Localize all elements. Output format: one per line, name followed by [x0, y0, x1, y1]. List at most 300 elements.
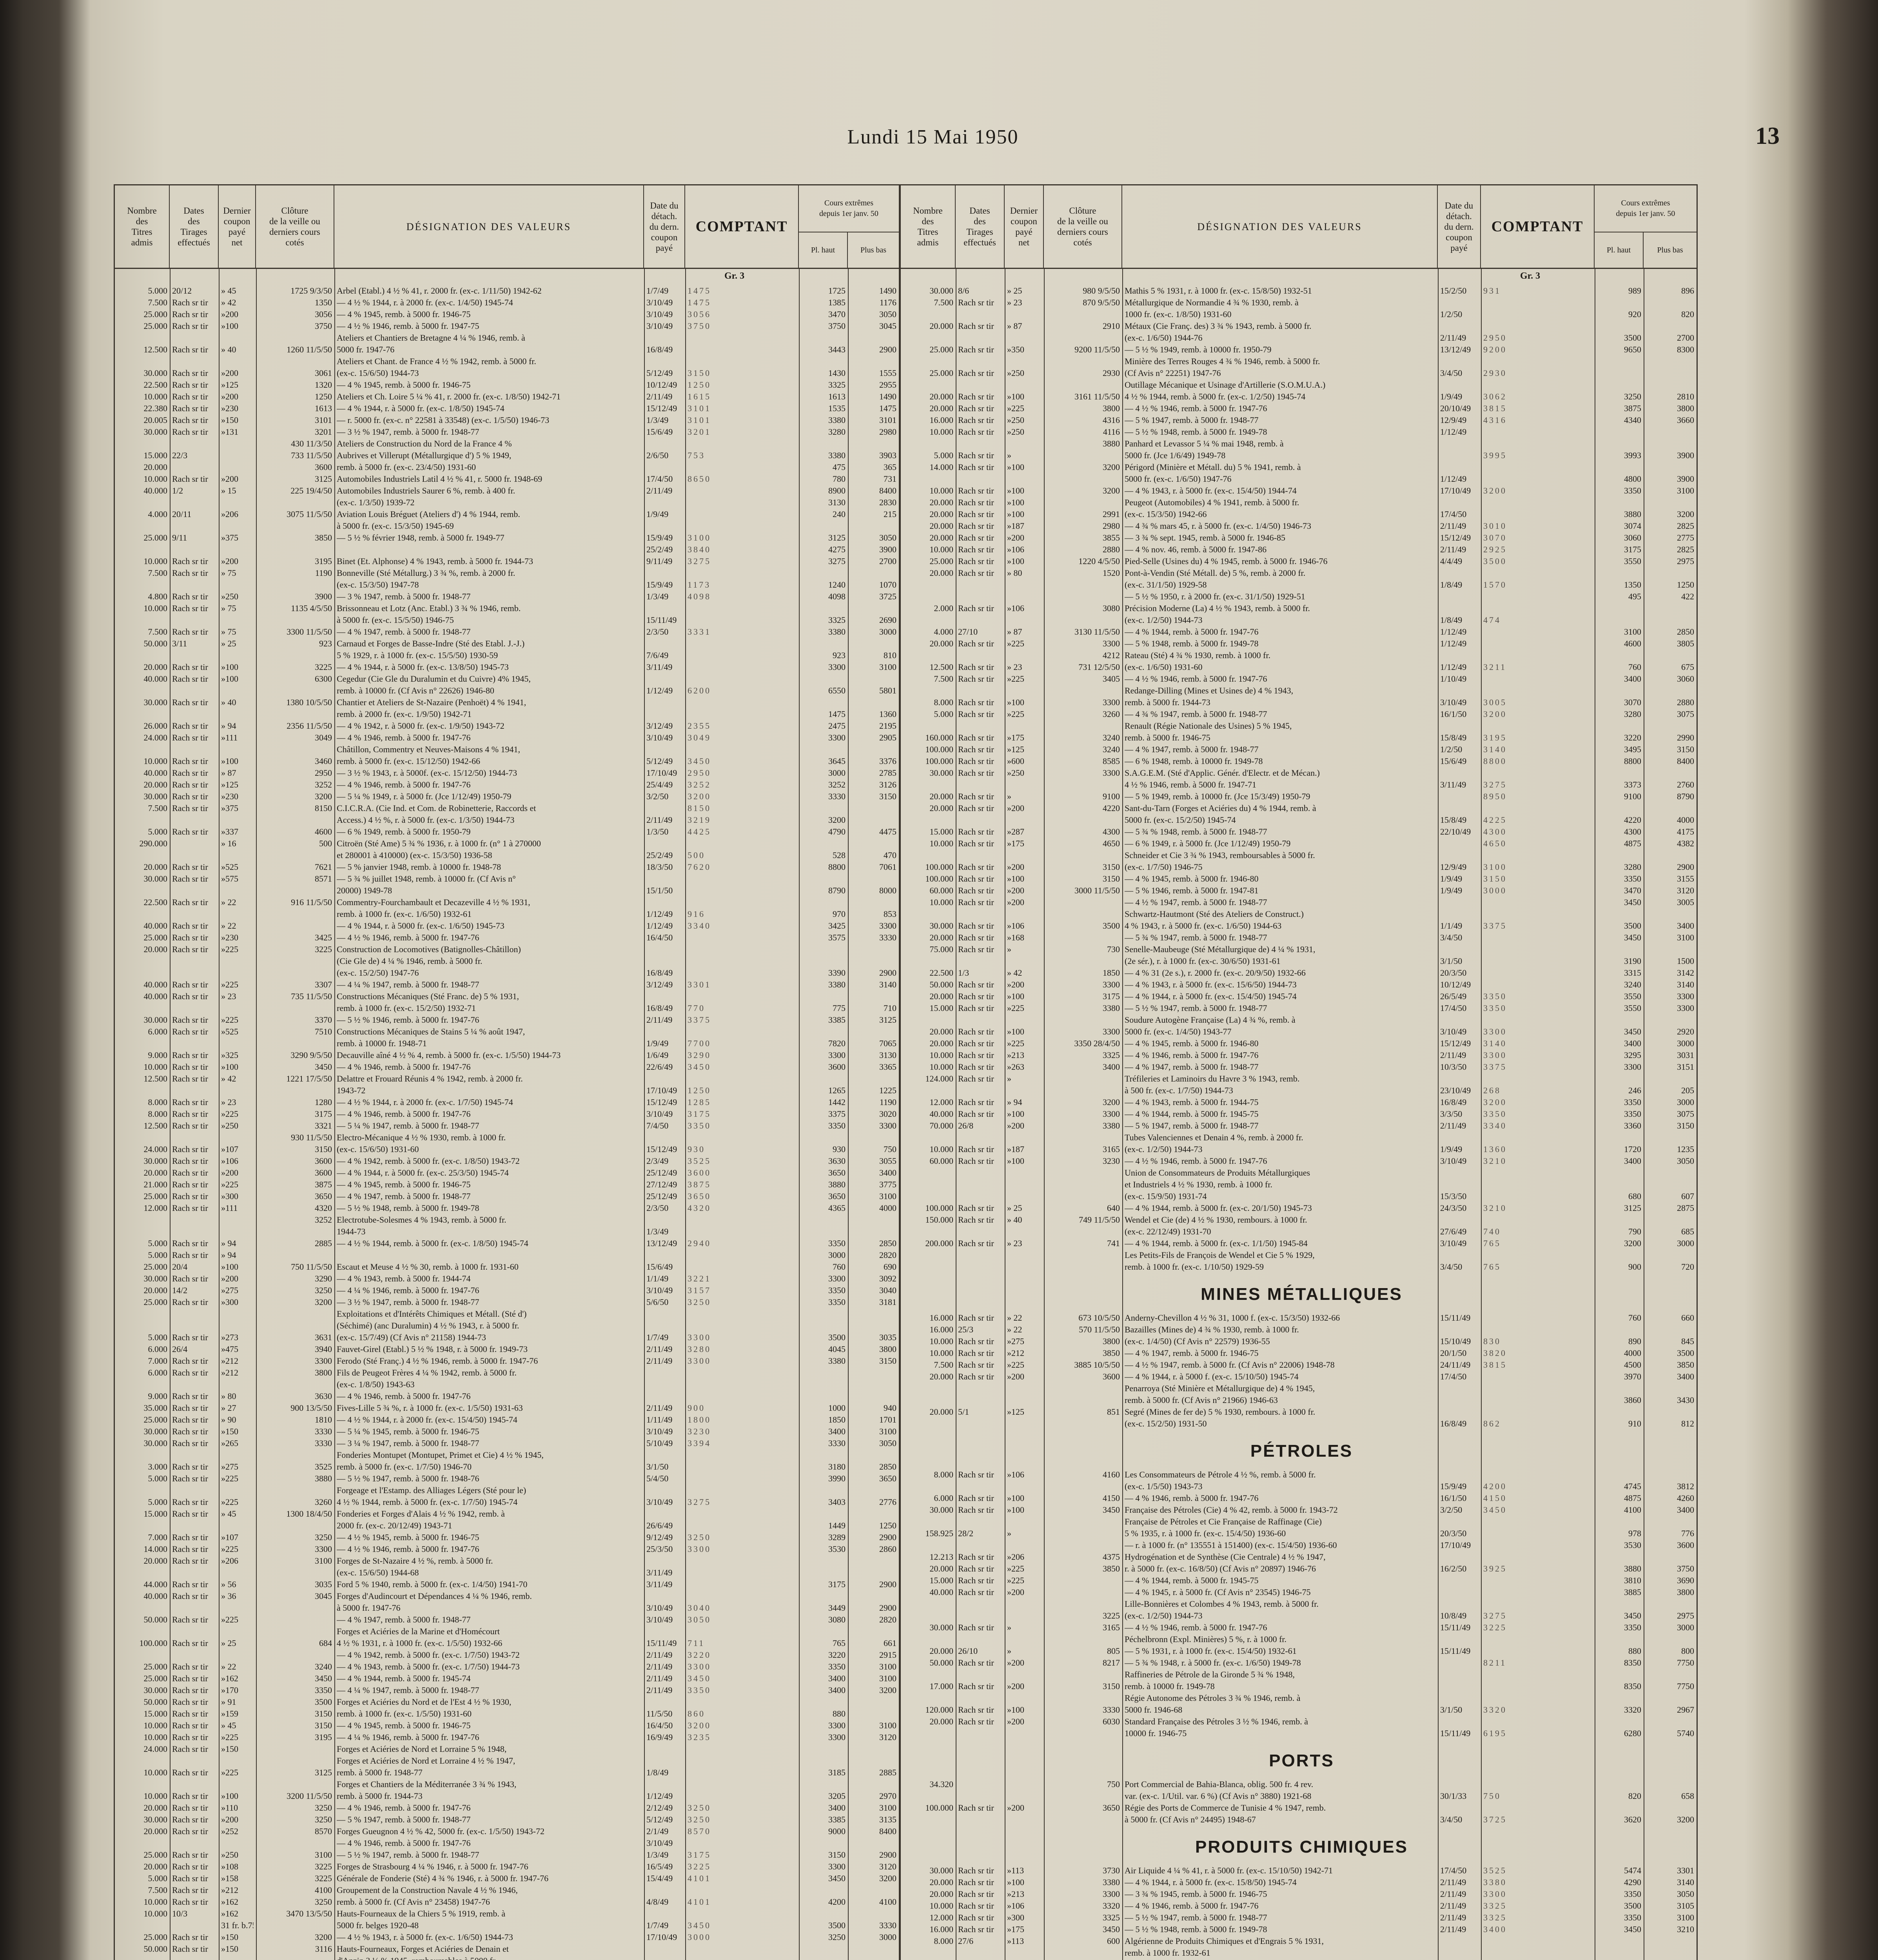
- table-row: [115, 1191, 899, 1202]
- cell-pl_haut: 3185: [801, 1767, 846, 1779]
- cell-comptant: 1475: [688, 285, 797, 297]
- cell-comptant: 3525: [1483, 1865, 1592, 1877]
- table-row: [115, 1249, 899, 1261]
- cell-detach: 1/9/49: [1440, 885, 1479, 897]
- cell-plus_bas: 2785: [850, 767, 896, 779]
- cell-comptant: 4200: [1483, 1481, 1592, 1492]
- table-row: [901, 1312, 1697, 1324]
- cell-titres: 6.000: [117, 1026, 167, 1038]
- table-row: [115, 767, 899, 779]
- cell-tirages: Rach sr tir: [172, 1238, 216, 1249]
- cell-coupon: »200: [221, 473, 254, 485]
- cell-coupon: »225: [1007, 1563, 1042, 1575]
- cell-titres: 40.000: [117, 979, 167, 991]
- cell-titres: 16.000: [903, 1924, 953, 1935]
- table-row: [115, 285, 899, 297]
- cell-titres: 12.000: [117, 1202, 167, 1214]
- cell-titres: 30.000: [903, 1622, 953, 1633]
- cell-tirages: Rach sr tir: [958, 544, 1002, 555]
- cell-designation: — 5 % 1947, remb. à 5000 fr. 1948-77: [337, 1814, 642, 1826]
- cell-coupon: » 75: [221, 626, 254, 638]
- col-header-tirages: Dates des Tirages effectués: [956, 185, 1005, 268]
- cell-designation: 5000 fr. (ex-c. 15/2/50) 1945-74: [1125, 814, 1435, 826]
- cell-titres: 20.000: [903, 791, 953, 802]
- table-row: [115, 1731, 899, 1743]
- cell-tirages: Rach sr tir: [172, 591, 216, 603]
- table-row: [115, 673, 899, 685]
- cell-tirages: Rach sr tir: [172, 1179, 216, 1191]
- cell-designation: Ateliers et Chant. de France 4 ½ % 1942, remb. à 5000 fr.: [337, 356, 642, 367]
- cell-cloture: 3500: [1046, 920, 1120, 932]
- table-row: [115, 1437, 899, 1449]
- cell-tirages: Rach sr tir: [958, 461, 1002, 473]
- cell-pl_haut: 3100: [1597, 626, 1641, 638]
- cell-cloture: 3600: [258, 1167, 332, 1179]
- cell-comptant: 3325: [1483, 1900, 1592, 1912]
- cell-comptant: 3221: [688, 1273, 797, 1285]
- cell-coupon: »225: [221, 1614, 254, 1626]
- cell-cloture: 3875: [258, 1179, 332, 1191]
- cell-designation: Carnaud et Forges de Basse-Indre (Sté des Etabl. J.-J.): [337, 638, 642, 650]
- cell-plus_bas: 3100: [850, 1426, 896, 1437]
- cell-tirages: Rach sr tir: [172, 1696, 216, 1708]
- cell-tirages: Rach sr tir: [172, 1296, 216, 1308]
- cell-cloture: 3300 11/5/50: [258, 626, 332, 638]
- cell-titres: 5.000: [903, 450, 953, 461]
- cell-coupon: »106: [221, 1155, 254, 1167]
- cell-plus_bas: 2830: [850, 497, 896, 508]
- cell-comptant: 3056: [688, 309, 797, 320]
- cell-tirages: Rach sr tir: [958, 791, 1002, 802]
- cell-coupon: » 94: [1007, 1096, 1042, 1108]
- cell-plus_bas: 3135: [850, 1814, 896, 1826]
- table-row: [901, 932, 1697, 944]
- cell-plus_bas: 3140: [1646, 1877, 1694, 1888]
- cell-titres: 7.500: [117, 626, 167, 638]
- cell-pl_haut: 3070: [1597, 697, 1641, 708]
- cell-tirages: Rach sr tir: [958, 1657, 1002, 1669]
- cell-designation: Senelle-Maubeuge (Sté Métallurgique de) 4 ¼ % 1931,: [1125, 944, 1435, 955]
- cell-designation: Ateliers et Ch. Loire 5 ¼ % 41, r. 2000 fr. (ex-c. 1/8/50) 1942-71: [337, 391, 642, 403]
- cell-plus_bas: 3005: [1646, 897, 1694, 908]
- cell-coupon: »225: [1007, 403, 1042, 414]
- cell-titres: 25.000: [117, 1261, 167, 1273]
- cell-detach: 1/8/49: [646, 1767, 683, 1779]
- cell-coupon: »225: [221, 1179, 254, 1191]
- cell-comptant: 3220: [688, 1649, 797, 1661]
- cell-designation: et Industriels 4 ½ % 1930, remb. à 1000 fr.: [1125, 1179, 1435, 1191]
- cell-plus_bas: 3100: [850, 1191, 896, 1202]
- cell-titres: 24.000: [117, 1143, 167, 1155]
- cell-detach: 1/7/49: [646, 285, 683, 297]
- cell-titres: 15.000: [903, 826, 953, 838]
- cell-pl_haut: 3320: [1597, 1704, 1641, 1716]
- cell-plus_bas: 3040: [850, 1285, 896, 1296]
- cell-titres: 20.000: [903, 1645, 953, 1657]
- cell-cloture: 900 13/5/50: [258, 1402, 332, 1414]
- cell-tirages: Rach sr tir: [172, 1355, 216, 1367]
- cell-pl_haut: 3425: [801, 920, 846, 932]
- cell-plus_bas: 1555: [850, 367, 896, 379]
- cell-designation: — 5 ½ % 1948, remb. à 5000 fr. 1949-78: [1125, 1924, 1435, 1935]
- cell-designation: — 4 ¼ % 1947, remb. à 5000 fr. 1948-77: [337, 979, 642, 991]
- cell-coupon: »200: [221, 391, 254, 403]
- cell-plus_bas: 2900: [850, 1849, 896, 1861]
- cell-detach: 2/11/49: [1440, 1900, 1479, 1912]
- cell-cloture: 805: [1046, 1645, 1120, 1657]
- cell-comptant: 3380: [1483, 1877, 1592, 1888]
- cell-plus_bas: 3155: [1646, 873, 1694, 885]
- table-row: [901, 1038, 1697, 1049]
- cell-cloture: 3252: [258, 1214, 332, 1226]
- cell-tirages: Rach sr tir: [958, 1061, 1002, 1073]
- cell-plus_bas: 2885: [850, 1767, 896, 1779]
- cell-designation: (ex-c. 31/1/50) 1929-58: [1125, 579, 1435, 591]
- table-row: [115, 1061, 899, 1073]
- cell-tirages: 25/3: [958, 1324, 1002, 1336]
- cell-coupon: »200: [1007, 1802, 1042, 1814]
- cell-plus_bas: 365: [850, 461, 896, 473]
- table-row: [115, 497, 899, 508]
- table-row: [901, 897, 1697, 908]
- table-row: [115, 1038, 899, 1049]
- cell-designation: — 4 % 1943, remb. à 5000 fr. (ex-c. 1/7/50) 1944-73: [337, 1661, 642, 1673]
- cell-designation: Précision Moderne (La) 4 ½ % 1943, remb. à 5000 fr.: [1125, 603, 1435, 614]
- table-row: [115, 1873, 899, 1884]
- cell-plus_bas: 8400: [850, 1826, 896, 1837]
- cell-tirages: Rach sr tir: [958, 638, 1002, 650]
- cell-tirages: Rach sr tir: [172, 1367, 216, 1379]
- cell-titres: 50.000: [117, 1943, 167, 1955]
- cell-plus_bas: 2915: [850, 1649, 896, 1661]
- cell-pl_haut: 880: [801, 1708, 846, 1720]
- cell-coupon: »100: [1007, 1155, 1042, 1167]
- cell-designation: — 4 % 1944, remb. à 5000 fr. 1945-74: [337, 1673, 642, 1684]
- cell-detach: 20/3/50: [1440, 967, 1479, 979]
- table-row: [901, 356, 1697, 367]
- cell-designation: remb. à 10000 fr. 1949-78: [1125, 1681, 1435, 1692]
- cell-comptant: 3195: [1483, 732, 1592, 744]
- cell-titres: 10.000: [117, 755, 167, 767]
- cell-designation: Segré (Mines de fer de) 5 % 1930, rembours. à 1000 fr.: [1125, 1406, 1435, 1418]
- table-row: [901, 426, 1697, 438]
- cell-plus_bas: 690: [850, 1261, 896, 1273]
- cell-detach: 2/11/49: [646, 814, 683, 826]
- cell-designation: — 5 % 1946, remb. à 5000 fr. 1947-81: [1125, 885, 1435, 897]
- table-row: [115, 461, 899, 473]
- cell-comptant: 3331: [688, 626, 797, 638]
- cell-titres: 12.000: [903, 1096, 953, 1108]
- cell-designation: remb. à 5000 fr. 1944-73: [1125, 697, 1435, 708]
- cell-coupon: »200: [1007, 1586, 1042, 1598]
- cell-designation: Métallurgique de Normandie 4 ¾ % 1930, remb. à: [1125, 297, 1435, 309]
- table-row: [901, 1238, 1697, 1249]
- cell-detach: 3/10/49: [646, 309, 683, 320]
- cell-designation: Fives-Lille 5 ¾ %, r. à 1000 fr. (ex-c. 1/5/50) 1931-63: [337, 1402, 642, 1414]
- cell-detach: 16/1/50: [1440, 708, 1479, 720]
- cell-tirages: Rach sr tir: [172, 403, 216, 414]
- col-header-coupon: Dernier coupon payé net: [219, 185, 256, 268]
- table-row: [901, 332, 1697, 344]
- cell-coupon: »170: [221, 1684, 254, 1696]
- cell-pl_haut: 4045: [801, 1343, 846, 1355]
- table-row: [901, 1516, 1697, 1528]
- cell-designation: — 5 % 1948, remb. à 5000 fr. 1949-78: [1125, 638, 1435, 650]
- cell-detach: 15/8/49: [1440, 732, 1479, 744]
- cell-detach: 15/11/49: [1440, 1728, 1479, 1739]
- cell-designation: — 4 ¼ % 1946, remb. à 5000 fr. 1947-76: [337, 1285, 642, 1296]
- cell-coupon: »273: [221, 1332, 254, 1343]
- cell-coupon: » 90: [221, 1414, 254, 1426]
- cell-detach: 10/12/49: [646, 379, 683, 391]
- cell-plus_bas: 3000: [850, 1931, 896, 1943]
- cell-detach: 1/12/49: [646, 685, 683, 697]
- cell-tirages: Rach sr tir: [172, 732, 216, 744]
- cell-detach: 17/10/49: [1440, 1539, 1479, 1551]
- cell-designation: 4 ½ % 1946, remb. à 5000 fr. 1947-71: [1125, 779, 1435, 791]
- cell-designation: — 4 % 1945, remb. à 5000 fr. 1946-75: [337, 1720, 642, 1731]
- cell-plus_bas: 3100: [850, 1802, 896, 1814]
- cell-titres: 15.000: [903, 1575, 953, 1586]
- cell-designation: 4 ½ % 1944, remb. à 5000 fr. (ex-c. 1/2/50) 1945-74: [1125, 391, 1435, 403]
- cell-detach: 1/12/49: [646, 920, 683, 932]
- cell-titres: 24.000: [117, 732, 167, 744]
- table-row: [115, 344, 899, 356]
- cell-coupon: »225: [221, 1496, 254, 1508]
- cell-titres: 7.000: [117, 1355, 167, 1367]
- cell-plus_bas: 2875: [1646, 1202, 1694, 1214]
- cell-designation: Sant-du-Tarn (Forges et Aciéries du) 4 % 1944, remb. à: [1125, 802, 1435, 814]
- cell-designation: et 280001 à 410000) (ex-c. 15/3/50) 1936-58: [337, 849, 642, 861]
- cell-coupon: »150: [221, 1743, 254, 1755]
- cell-cloture: 3150: [258, 1720, 332, 1731]
- cell-tirages: 5/1: [958, 1406, 1002, 1418]
- cell-coupon: »275: [1007, 1336, 1042, 1347]
- cell-designation: à 5000 fr. (ex-c. 15/5/50) 1946-75: [337, 614, 642, 626]
- cell-designation: Française des Pétroles (Cie) 4 % 42, remb. à 5000 fr. 1943-72: [1125, 1504, 1435, 1516]
- cell-titres: 30.000: [117, 791, 167, 802]
- cell-tirages: Rach sr tir: [958, 403, 1002, 414]
- cell-cloture: 4212: [1046, 650, 1120, 661]
- cell-plus_bas: 3055: [850, 1155, 896, 1167]
- table-row: [901, 1108, 1697, 1120]
- cell-coupon: »300: [221, 1191, 254, 1202]
- cell-designation: Rateau (Sté) 4 ¾ % 1930, remb. à 1000 fr.: [1125, 650, 1435, 661]
- cell-titres: 20.000: [117, 1802, 167, 1814]
- cell-designation: — 3 ¼ % 1947, remb. à 5000 fr. 1948-77: [337, 1437, 642, 1449]
- cell-titres: 25.000: [117, 1414, 167, 1426]
- cell-comptant: 1800: [688, 1414, 797, 1426]
- table-row: [115, 1238, 899, 1249]
- cell-titres: 22.380: [117, 403, 167, 414]
- cell-designation: — 3 % 1947, remb. à 5000 fr. 1948-77: [337, 591, 642, 603]
- cell-cloture: 3200 11/5/50: [258, 1790, 332, 1802]
- cell-designation: 1943-72: [337, 1085, 642, 1096]
- cell-tirages: 27/6: [958, 1935, 1002, 1947]
- table-row: [901, 614, 1697, 626]
- cell-plus_bas: 2955: [850, 379, 896, 391]
- cell-titres: 30.000: [117, 1014, 167, 1026]
- cell-tirages: 1/3: [958, 967, 1002, 979]
- cell-plus_bas: 3300: [850, 920, 896, 932]
- table-row: [901, 779, 1697, 791]
- cell-detach: 15/12/49: [646, 1143, 683, 1155]
- right-column-table: [900, 184, 1698, 1960]
- cell-plus_bas: 800: [1646, 1645, 1694, 1657]
- cell-cloture: 4160: [1046, 1469, 1120, 1481]
- cell-cloture: 2880: [1046, 544, 1120, 555]
- cell-cloture: 3600: [258, 1155, 332, 1167]
- cell-pl_haut: 495: [1597, 591, 1641, 603]
- cell-coupon: »100: [221, 1061, 254, 1073]
- cell-pl_haut: 4600: [1597, 638, 1641, 650]
- cell-plus_bas: 1235: [1646, 1143, 1694, 1155]
- table-row: [115, 1179, 899, 1191]
- table-row: [115, 1684, 899, 1696]
- cell-cloture: 3045: [258, 1590, 332, 1602]
- cell-tirages: Rach sr tir: [958, 1912, 1002, 1924]
- cell-tirages: Rach sr tir: [172, 1826, 216, 1837]
- cell-tirages: Rach sr tir: [958, 826, 1002, 838]
- table-row: [901, 520, 1697, 532]
- cell-titres: 10.000: [903, 897, 953, 908]
- table-row: [901, 720, 1697, 732]
- cell-titres: 30.000: [117, 367, 167, 379]
- table-row: [901, 1179, 1697, 1191]
- cell-designation: Régie Autonome des Pétroles 3 ¾ % 1946, remb. à: [1125, 1692, 1435, 1704]
- table-row: [115, 1108, 899, 1120]
- cell-pl_haut: 3330: [801, 791, 846, 802]
- cell-comptant: 474: [1483, 614, 1592, 626]
- cell-pl_haut: 3373: [1597, 779, 1641, 791]
- cell-coupon: » 23: [221, 1096, 254, 1108]
- table-row: [901, 1132, 1697, 1143]
- cell-pl_haut: 3190: [1597, 955, 1641, 967]
- cell-cloture: 3240: [1046, 732, 1120, 744]
- cell-coupon: »175: [1007, 732, 1042, 744]
- cell-designation: remb. à 5000 fr. (Cf Avis n° 21966) 1946-63: [1125, 1394, 1435, 1406]
- cell-cloture: 4116: [1046, 426, 1120, 438]
- cell-cloture: 3250: [258, 1802, 332, 1814]
- table-row: [115, 1543, 899, 1555]
- cell-coupon: »106: [1007, 603, 1042, 614]
- cell-tirages: Rach sr tir: [172, 697, 216, 708]
- table-row: [115, 732, 899, 744]
- cell-detach: 17/4/50: [1440, 508, 1479, 520]
- cell-designation: Hydrogénation et de Synthèse (Cie Centrale) 4 ½ % 1947,: [1125, 1551, 1435, 1563]
- cell-designation: — 4 ¾ % mars 45, r. à 5000 fr. (ex-c. 1/4/50) 1946-73: [1125, 520, 1435, 532]
- cell-cloture: 3900: [258, 591, 332, 603]
- cell-coupon: » 22: [221, 897, 254, 908]
- table-row: [115, 1755, 899, 1767]
- cell-pl_haut: 3875: [1597, 403, 1641, 414]
- cell-titres: 25.000: [117, 1931, 167, 1943]
- cell-cloture: 3300: [1046, 767, 1120, 779]
- cell-detach: 1/8/49: [1440, 614, 1479, 626]
- cell-designation: à 5000 fr. (Cf Avis n° 24495) 1948-67: [1125, 1814, 1435, 1826]
- cell-titres: 20.000: [903, 802, 953, 814]
- cell-detach: 15/11/49: [646, 1637, 683, 1649]
- cell-plus_bas: 3000: [1646, 1238, 1694, 1249]
- cell-designation: Escaut et Meuse 4 ½ % 30, remb. à 1000 fr. 1931-60: [337, 1261, 642, 1273]
- table-row: [901, 1214, 1697, 1226]
- table-row: [901, 579, 1697, 591]
- cell-tirages: Rach sr tir: [958, 708, 1002, 720]
- cell-designation: — 5 ½ % 1949, remb. à 10000 fr. 1950-79: [1125, 344, 1435, 356]
- cell-tirages: Rach sr tir: [958, 532, 1002, 544]
- cell-tirages: Rach sr tir: [958, 1716, 1002, 1728]
- cell-comptant: 3050: [688, 1614, 797, 1626]
- cell-plus_bas: 3105: [1646, 1900, 1694, 1912]
- cell-comptant: 3325: [1483, 1912, 1592, 1924]
- cell-plus_bas: 810: [850, 650, 896, 661]
- cell-plus_bas: 2700: [850, 555, 896, 567]
- cell-pl_haut: 3470: [1597, 885, 1641, 897]
- cell-comptant: 3450: [688, 1673, 797, 1684]
- cell-coupon: »175: [1007, 1924, 1042, 1935]
- cell-coupon: »230: [221, 791, 254, 802]
- cell-tirages: Rach sr tir: [958, 744, 1002, 755]
- cell-coupon: »168: [1007, 932, 1042, 944]
- cell-tirages: Rach sr tir: [958, 991, 1002, 1002]
- cell-designation: Access.) 4 ½ %, r. à 5000 fr. (ex-c. 1/3/50) 1944-73: [337, 814, 642, 826]
- cell-titres: 200.000: [903, 1238, 953, 1249]
- cell-detach: 3/2/50: [646, 791, 683, 802]
- cell-tirages: Rach sr tir: [958, 508, 1002, 520]
- table-row: [901, 1924, 1697, 1935]
- cell-designation: (2e sér.), r. à 1000 fr. (ex-c. 30/6/50) 1931-61: [1125, 955, 1435, 967]
- cell-pl_haut: 3300: [801, 1049, 846, 1061]
- cell-designation: (ex-c. 1/3/50) 1939-72: [337, 497, 642, 508]
- cell-detach: 20/1/50: [1440, 1347, 1479, 1359]
- cell-detach: 3/10/49: [646, 1285, 683, 1296]
- cell-detach: 3/4/50: [1440, 367, 1479, 379]
- cell-pl_haut: 4100: [1597, 1504, 1641, 1516]
- table-row: [115, 1790, 899, 1802]
- cell-comptant: 3049: [688, 732, 797, 744]
- cell-detach: 25/2/49: [646, 849, 683, 861]
- table-row: [901, 1359, 1697, 1371]
- cell-cloture: 2980: [1046, 520, 1120, 532]
- table-row: [115, 826, 899, 838]
- cell-cloture: 3800: [1046, 1336, 1120, 1347]
- cell-designation: 5000 fr. (Jce 1/6/49) 1949-78: [1125, 450, 1435, 461]
- cell-plus_bas: 3300: [1646, 1002, 1694, 1014]
- table-row: [115, 1696, 899, 1708]
- table-row: [115, 1296, 899, 1308]
- cell-plus_bas: 2775: [1646, 532, 1694, 544]
- cell-detach: 23/10/49: [1440, 1085, 1479, 1096]
- cell-tirages: Rach sr tir: [958, 1563, 1002, 1575]
- cell-titres: 158.925: [903, 1528, 953, 1539]
- cell-cloture: 4300: [1046, 826, 1120, 838]
- cell-cloture: 8150: [258, 802, 332, 814]
- cell-comptant: 3450: [1483, 1504, 1592, 1516]
- cell-coupon: »200: [221, 367, 254, 379]
- cell-plus_bas: 2900: [850, 1579, 896, 1590]
- cell-tirages: Rach sr tir: [958, 1202, 1002, 1214]
- cell-designation: Tubes Valenciennes et Denain 4 %, remb. à 2000 fr.: [1125, 1132, 1435, 1143]
- cell-designation: — 5 ¾ % 1948, remb. à 5000 fr. 1948-77: [1125, 826, 1435, 838]
- cell-tirages: Rach sr tir: [958, 1347, 1002, 1359]
- cell-detach: 3/10/49: [1440, 1026, 1479, 1038]
- cell-cloture: 3080: [1046, 603, 1120, 614]
- cell-cloture: 4320: [258, 1202, 332, 1214]
- cell-pl_haut: 3880: [801, 1179, 846, 1191]
- cell-designation: — 4 % 1944, r. à 5000 fr. (ex-c. 15/8/50) 1945-74: [1125, 1877, 1435, 1888]
- cell-tirages: Rach sr tir: [172, 309, 216, 320]
- cell-comptant: 8150: [688, 802, 797, 814]
